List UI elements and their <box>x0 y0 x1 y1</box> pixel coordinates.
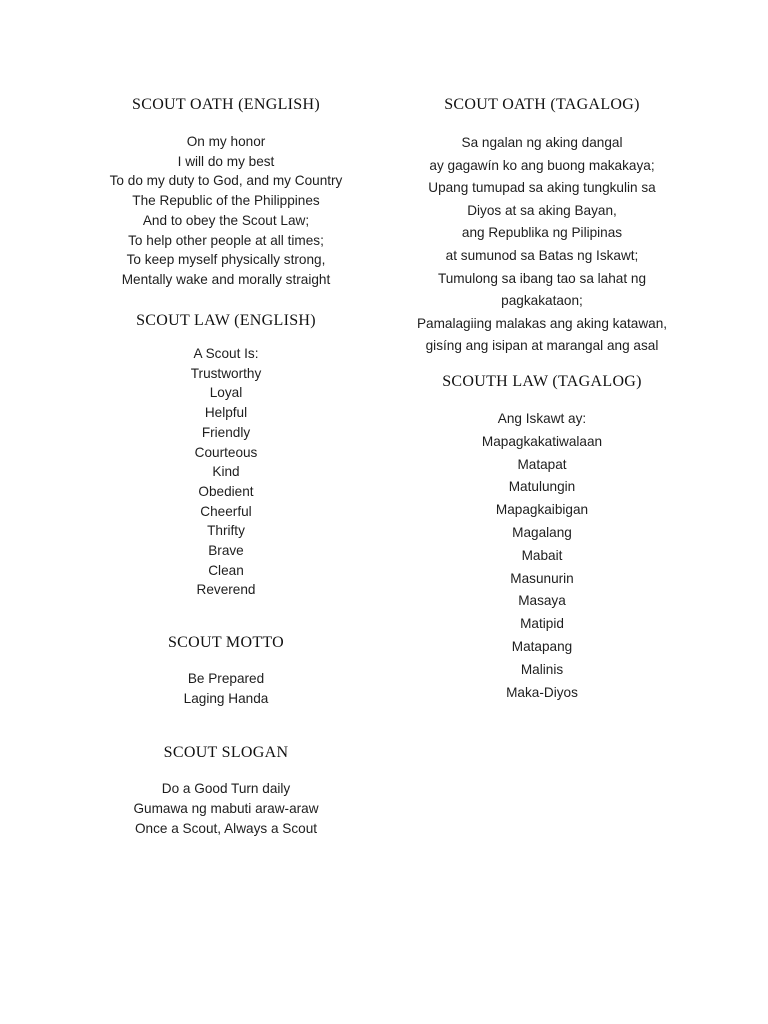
oath-line: And to obey the Scout Law; <box>142 212 310 228</box>
scout-oath-tagalog-heading: SCOUT OATH (TAGALOG) <box>444 96 640 113</box>
law-line: A Scout Is: <box>193 346 259 361</box>
law-line: Matapat <box>517 456 567 472</box>
law-line: Masunurin <box>510 570 574 586</box>
law-line: Matipid <box>520 616 564 632</box>
scout-slogan-section <box>80 743 372 839</box>
oath-line: I will do my best <box>177 153 275 169</box>
slogan-line: Gumawa ng mabuti araw-araw <box>133 801 319 816</box>
law-line: Mapagkakatiwalaan <box>481 433 603 449</box>
oath-line: pagkakataon; <box>501 293 583 309</box>
scout-law-tagalog-section <box>396 372 688 704</box>
law-line: Malinis <box>520 661 564 677</box>
oath-line: To keep myself physically strong, <box>126 252 326 268</box>
oath-line: Diyos at sa aking Bayan, <box>467 202 617 218</box>
scout-slogan-heading: SCOUT SLOGAN <box>163 744 289 761</box>
oath-line: Pamalagiing malakas ang aking katawan, <box>416 315 668 331</box>
law-line: Obedient <box>198 483 254 499</box>
law-line: Matapang <box>511 638 573 654</box>
oath-line: ang Republika ng Pilipinas <box>461 225 623 241</box>
law-line: Reverend <box>196 582 256 598</box>
scout-law-tagalog-lines <box>396 408 688 704</box>
slogan-line: Do a Good Turn daily <box>161 781 291 796</box>
scout-motto-heading: SCOUT MOTTO <box>167 634 285 651</box>
scout-oath-english-lines <box>80 132 372 290</box>
oath-line: To do my duty to God, and my Country <box>109 173 343 189</box>
law-line: Clean <box>208 562 244 578</box>
law-line: Cheerful <box>200 503 252 519</box>
oath-line: To help other people at all times; <box>128 232 324 248</box>
law-line: Matulungin <box>508 479 576 495</box>
law-line: Masaya <box>518 593 566 609</box>
slogan-line: Once a Scout, Always a Scout <box>134 821 318 836</box>
scout-law-english-heading: SCOUT LAW (ENGLISH) <box>136 312 316 329</box>
law-line: Kind <box>212 464 240 480</box>
oath-line: On my honor <box>186 134 266 149</box>
oath-line: at sumunod sa Batas ng Iskawt; <box>445 247 639 263</box>
law-line: Mapagkaibigan <box>495 502 589 518</box>
law-line: Thrifty <box>207 523 245 539</box>
oath-line: ay gagawín ko ang buong makakaya; <box>429 157 655 173</box>
law-line: Brave <box>208 543 244 559</box>
motto-line: Laging Handa <box>183 691 269 706</box>
scout-oath-english-section <box>80 95 372 290</box>
oath-line: Sa ngalan ng aking dangal <box>461 135 623 150</box>
oath-line: Mentally wake and morally straight <box>121 271 331 287</box>
scout-motto-section <box>80 633 372 709</box>
law-line: Magalang <box>512 524 572 540</box>
law-line: Courteous <box>194 444 258 460</box>
law-line: Ang Iskawt ay: <box>497 411 587 426</box>
law-line: Mabait <box>521 547 563 563</box>
scout-slogan-lines <box>80 779 372 839</box>
scout-motto-lines <box>80 669 372 709</box>
oath-line: Upang tumupad sa aking tungkulin sa <box>428 180 656 196</box>
law-line: Maka-Diyos <box>506 684 578 700</box>
motto-line: Be Prepared <box>187 671 265 686</box>
scout-oath-tagalog-lines <box>396 132 688 358</box>
scout-law-english-lines <box>80 344 372 600</box>
oath-line: gisíng ang isipan at marangal ang asal <box>425 338 659 354</box>
scout-oath-tagalog-section <box>396 95 688 358</box>
scout-law-english-section <box>80 311 372 600</box>
scout-law-tagalog-heading: SCOUTH LAW (TAGALOG) <box>442 373 642 390</box>
law-line: Friendly <box>201 424 251 440</box>
oath-line: The Republic of the Philippines <box>132 193 320 209</box>
oath-line: Tumulong sa ibang tao sa lahat ng <box>437 270 647 286</box>
law-line: Helpful <box>204 405 248 421</box>
law-line: Loyal <box>209 385 243 401</box>
law-line: Trustworthy <box>190 365 262 381</box>
scout-oath-english-heading: SCOUT OATH (ENGLISH) <box>132 96 320 113</box>
